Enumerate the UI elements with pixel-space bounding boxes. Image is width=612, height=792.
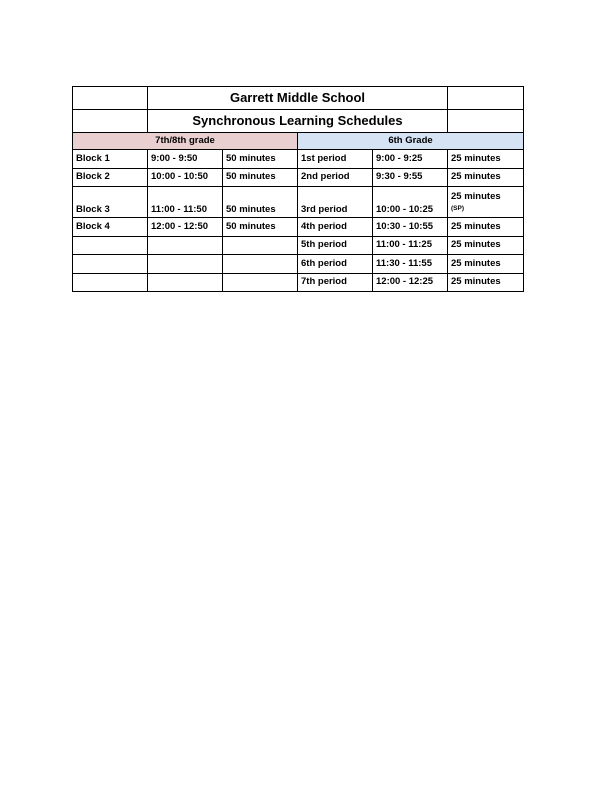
block-time [148,273,223,292]
block-duration: 50 minutes [223,187,298,218]
table-row [73,255,524,274]
period-name: 6th period [298,255,373,274]
period-time: 10:00 - 10:25 [373,187,448,218]
block-name [73,255,148,274]
block-duration: 50 minutes [223,168,298,187]
table-row [73,236,524,255]
period-time: 9:30 - 9:55 [373,168,448,187]
table-row [73,273,524,292]
block-time [148,255,223,274]
grade-header-row [73,133,524,150]
table-row [73,168,524,187]
block-name: Block 3 [73,187,148,218]
block-time: 10:00 - 10:50 [148,168,223,187]
empty-cell [448,110,524,133]
block-name [73,273,148,292]
period-note: (SP) [451,204,465,212]
school-name: Garrett Middle School [148,87,448,110]
block-name: Block 4 [73,218,148,237]
period-name: 1st period [298,150,373,169]
period-duration: 25 minutes [448,273,524,292]
period-name: 5th period [298,236,373,255]
period-time: 11:30 - 11:55 [373,255,448,274]
block-duration [223,236,298,255]
period-name: 3rd period [298,187,373,218]
table-row [73,218,524,237]
period-duration: 25 minutes [448,150,524,169]
block-name: Block 2 [73,168,148,187]
period-duration: 25 minutes [448,168,524,187]
grade-header-7th-8th: 7th/8th grade [73,133,298,150]
period-name: 4th period [298,218,373,237]
empty-cell [73,110,148,133]
school-title-row [73,87,524,110]
grade-header-6th: 6th Grade [298,133,524,150]
block-name: Block 1 [73,150,148,169]
block-duration: 50 minutes [223,150,298,169]
period-time: 10:30 - 10:55 [373,218,448,237]
table-row [73,150,524,169]
schedule-table [72,86,524,292]
period-duration-cell [448,187,524,218]
table-row [73,187,524,218]
block-duration: 50 minutes [223,218,298,237]
period-duration: 25 minutes [448,255,524,274]
schedule-title: Synchronous Learning Schedules [148,110,448,133]
period-time: 9:00 - 9:25 [373,150,448,169]
block-time: 9:00 - 9:50 [148,150,223,169]
block-duration [223,273,298,292]
empty-cell [448,87,524,110]
period-duration: 25 minutes [448,218,524,237]
block-time: 11:00 - 11:50 [148,187,223,218]
period-time: 11:00 - 11:25 [373,236,448,255]
block-time: 12:00 - 12:50 [148,218,223,237]
block-name [73,236,148,255]
period-name: 7th period [298,273,373,292]
block-time [148,236,223,255]
period-time: 12:00 - 12:25 [373,273,448,292]
block-duration [223,255,298,274]
period-name: 2nd period [298,168,373,187]
empty-cell [73,87,148,110]
schedule-title-row [73,110,524,133]
period-duration: 25 minutes [451,191,501,203]
period-duration: 25 minutes [448,236,524,255]
